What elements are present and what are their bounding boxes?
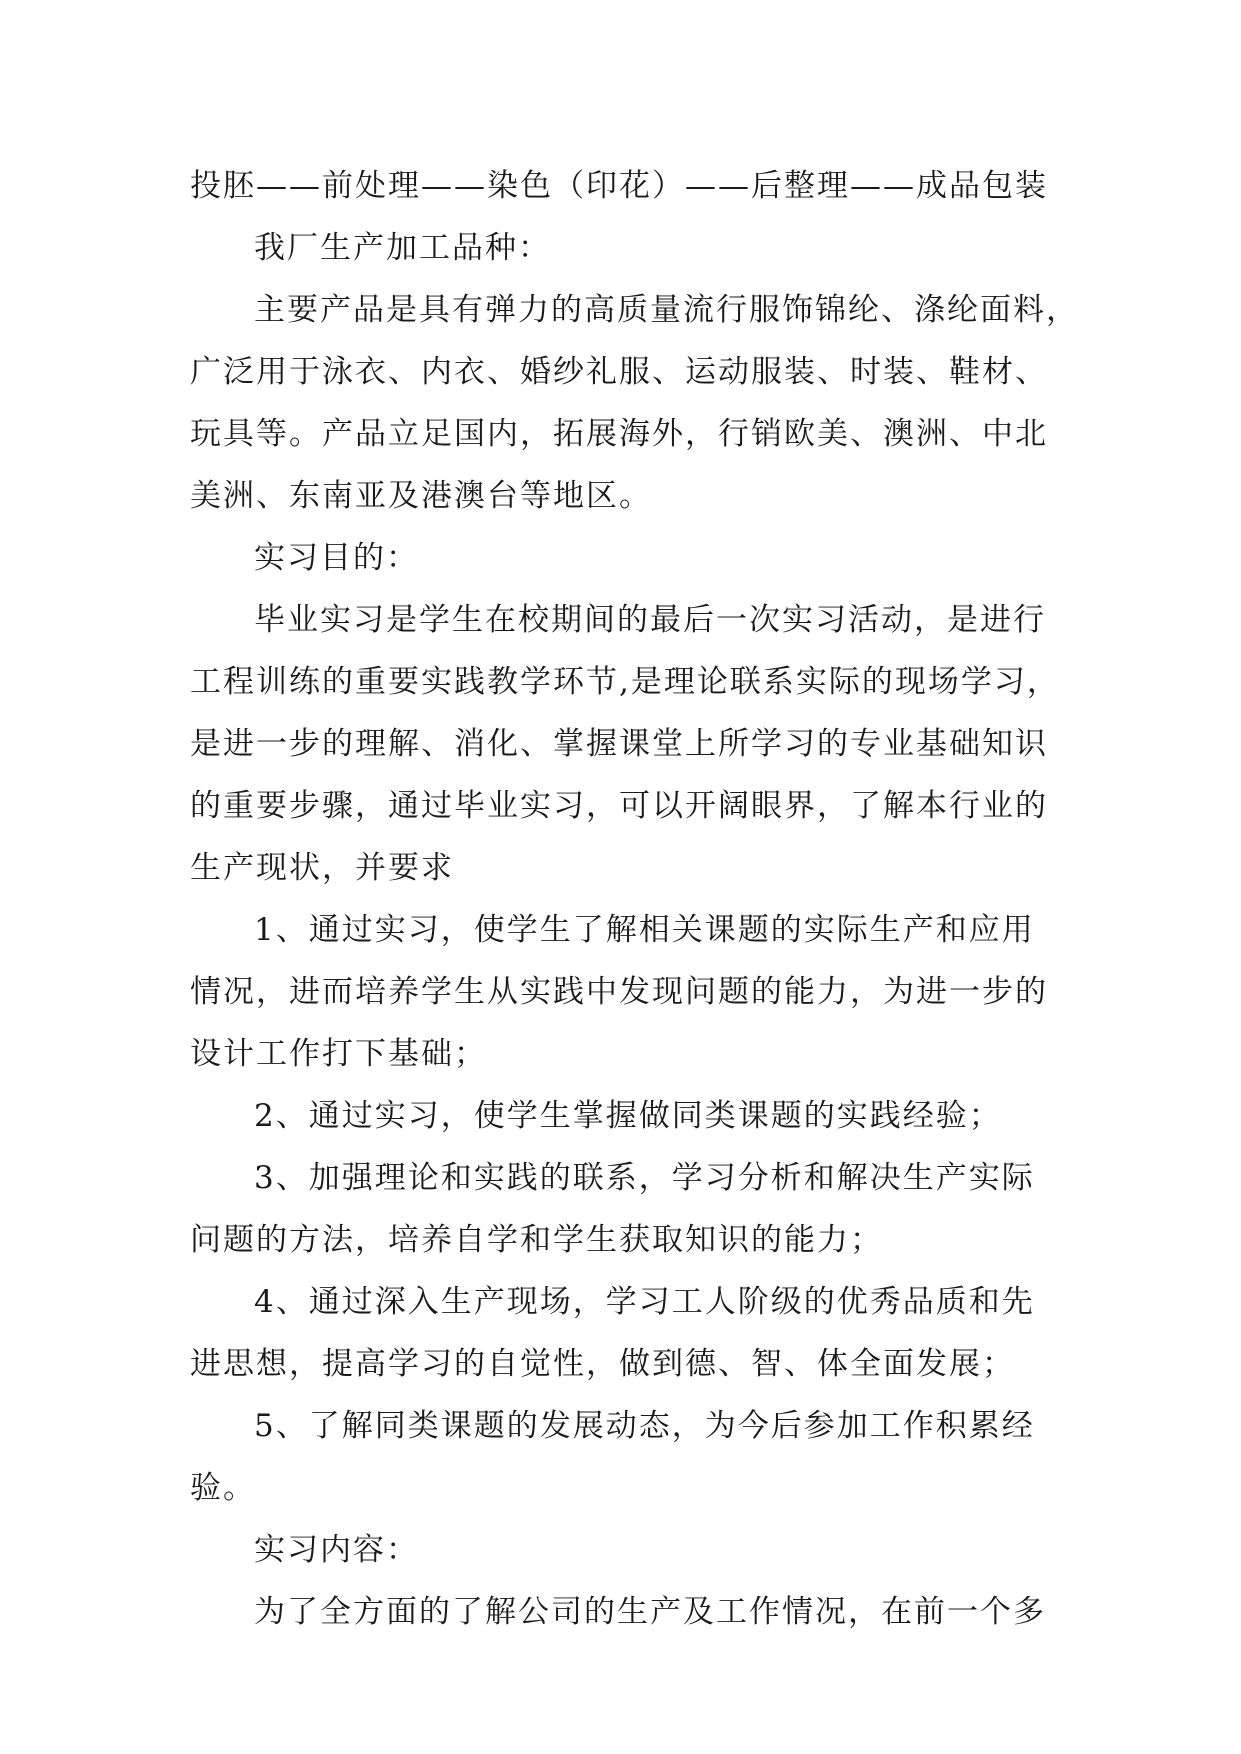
section-heading-products: 我厂生产加工品种： [254, 230, 551, 266]
section-heading-content: 实习内容： [254, 1532, 419, 1568]
list-item-1-cont: 设计工作打下基础； [190, 1036, 487, 1072]
paragraph-line: 是进一步的理解、消化、掌握课堂上所学习的专业基础知识 [190, 726, 1048, 762]
paragraph-line: 为了全方面的了解公司的生产及工作情况，在前一个多 [254, 1594, 1046, 1630]
list-item-5-cont: 验。 [190, 1470, 256, 1506]
list-item-5: 5、了解同类课题的发展动态，为今后参加工作积累经 [254, 1408, 1035, 1444]
paragraph-line: 广泛用于泳衣、内衣、婚纱礼服、运动服装、时装、鞋材、 [190, 354, 1048, 390]
list-item-3-cont: 问题的方法，培养自学和学生获取知识的能力； [190, 1222, 883, 1258]
section-heading-purpose: 实习目的： [254, 540, 419, 576]
paragraph-line: 的重要步骤，通过毕业实习，可以开阔眼界，了解本行业的 [190, 788, 1048, 824]
process-flow-line: 投胚——前处理——染色（印花）——后整理——成品包装 [190, 168, 1048, 204]
list-item-4: 4、通过深入生产现场，学习工人阶级的优秀品质和先 [254, 1284, 1035, 1320]
list-item-3: 3、加强理论和实践的联系，学习分析和解决生产实际 [254, 1160, 1035, 1196]
paragraph-line: 工程训练的重要实践教学环节,是理论联系实际的现场学习， [190, 664, 1060, 700]
list-item-1: 1、通过实习，使学生了解相关课题的实际生产和应用 [254, 912, 1035, 948]
paragraph-line: 主要产品是具有弹力的高质量流行服饰锦纶、涤纶面料， [254, 292, 1079, 328]
list-item-4-cont: 进思想，提高学习的自觉性，做到德、智、体全面发展； [190, 1346, 1015, 1382]
list-item-1-cont: 情况，进而培养学生从实践中发现问题的能力，为进一步的 [190, 974, 1048, 1010]
paragraph-line: 玩具等。产品立足国内，拓展海外，行销欧美、澳洲、中北 [190, 416, 1048, 452]
paragraph-line: 生产现状，并要求 [190, 850, 454, 886]
paragraph-line: 毕业实习是学生在校期间的最后一次实习活动，是进行 [254, 602, 1046, 638]
paragraph-line: 美洲、东南亚及港澳台等地区。 [190, 478, 652, 514]
list-item-2: 2、通过实习，使学生掌握做同类课题的实践经验； [254, 1098, 1002, 1134]
